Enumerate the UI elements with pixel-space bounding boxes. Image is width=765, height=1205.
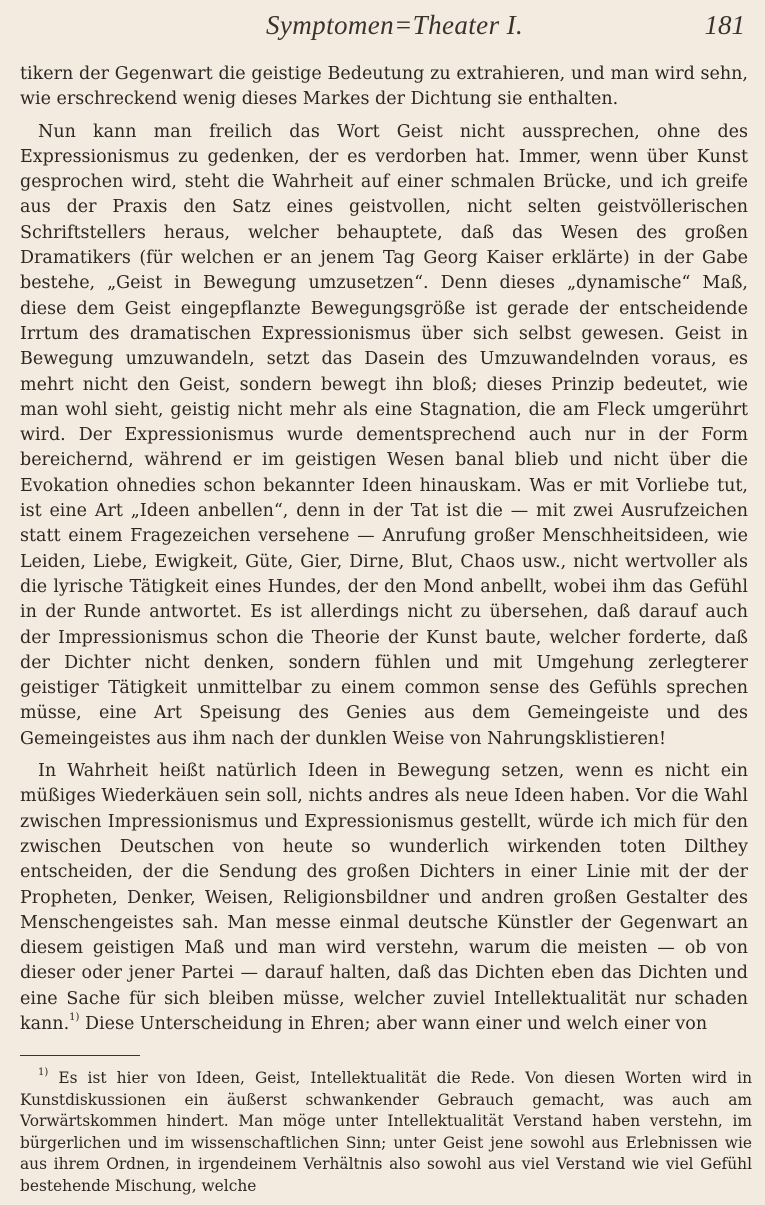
paragraph-ideas	[20, 759, 748, 1037]
paragraph-ideas-text: In Wahrheit heißt natürlich Ideen in Bewegung setzen, wenn es nicht ein müßiges Wiederkäuen sein soll, nichts andres als neue Ideen haben. Vor die Wahl zwischen Impressionismus und Expressionismus gestellt, würde ich mich für den zwischen Deutschen von heute so wunderlich wirkenden toten Dilthey entscheiden, der die Sendung des großen Dichters in einer Linie mit der der Propheten, Denker, Weisen, Religionsbildner und andren großen Gestalter des Menschengeistes sah. Man messe einmal deutsche Künstler der Gegenwart an diesem geistigen Maß und man wird verstehn, warum die meisten — ob von dieser oder jener Partei — darauf halten, daß das Dichten eben das Dichten und eine Sache für sich bleiben müsse, welcher zuviel Intellektualität nur schaden kann.	[20, 761, 748, 1034]
footnote-reference: 1)	[69, 1012, 80, 1024]
running-head	[0, 8, 765, 42]
footnote-text: Es ist hier von Ideen, Geist, Intellektualität die Rede. Von diesen Worten wird in Kunstdiskussionen ein äußerst schwankender Gebrauch gemacht, was auch am Vorwärtskommen hindert. Man möge unter Intellektualität Verstand haben verstehn, im bürgerlichen und im wissenschaftlichen Sinn; unter Geist jene sowohl aus Erlebnissen wie aus ihrem Ordnen, in irgendeinem Verhältnis also sowohl aus viel Verstand wie viel Gefühl bestehende Mischung, welche	[20, 1069, 752, 1195]
footnote	[20, 1068, 752, 1197]
paragraph-continuation: tikern der Gegenwart die geistige Bedeutung zu extrahieren, und man wird sehn, wie erschreckend wenig dieses Markes der Dichtung sie enthalten.	[20, 64, 748, 110]
footnote-separator	[20, 1055, 140, 1056]
paragraph-expressionism: Nun kann man freilich das Wort Geist nicht aussprechen, ohne des Expressionismus zu gedenken, der es verdorben hat. Immer, wenn über Kunst gesprochen wird, steht die Wahrheit auf einer schmalen Brücke, und ich greife aus der Praxis den Satz eines geistvollen, nicht selten geistvöllerischen Schriftstellers heraus, welcher behauptete, daß das Wesen des großen Dramatikers (für welchen er an jenem Tag Georg Kaiser erklärte) in der Gabe bestehe, „Geist in Bewegung umzusetzen“. Denn dieses „dynamische“ Maß, diese dem Geist eingepflanzte Bewegungsgröße ist gerade der entscheidende Irrtum des dramatischen Expressionismus über sich selbst gewesen. Geist in Bewegung umzuwandeln, setzt das Dasein des Umzuwandelnden voraus, es mehrt nicht den Geist, sondern bewegt ihn bloß; dieses Prinzip bedeutet, wie man wohl sieht, geistig nicht mehr als eine Stagnation, die am Fleck umgerührt wird. Der Expressionismus wurde dementsprechend auch nur in der Form bereichernd, während er im geistigen Wesen banal blieb und nicht über die Evokation ohnedies schon bekannter Ideen hinauskam. Was er mit Vorliebe tut, ist eine Art „Ideen anbellen“, denn in der Tat ist die — mit zwei Ausrufzeichen statt einem Fragezeichen versehene — Anrufung großer Menschheitsideen, wie Leiden, Liebe, Ewigkeit, Güte, Gier, Dirne, Blut, Chaos usw., nicht wertvoller als die lyrische Tätigkeit eines Hundes, der den Mond anbellt, wobei ihm das Gefühl in der Runde antwortet. Es ist allerdings nicht zu übersehen, daß darauf auch der Impressionismus schon die Theorie der Kunst baute, welcher forderte, daß der Dichter nicht denken, sondern fühlen und mit Umgehung zerlegterer geistiger Tätigkeit unmittelbar zu einem common sense des Gefühls sprechen müsse, eine Art Speisung des Genies aus dem Gemeingeiste und des Gemeingeistes aus ihm nach der dunklen Weise von Nahrungsklistieren!	[20, 121, 748, 749]
main-text	[20, 62, 748, 1037]
footnote-marker: 1)	[38, 1066, 49, 1078]
paragraph-ideas-tail: Diese Unterscheidung in Ehren; aber wann einer und welch einer von	[79, 1013, 708, 1034]
page-number: 181	[704, 10, 745, 40]
running-title: Symptomen=Theater I.	[266, 10, 524, 40]
